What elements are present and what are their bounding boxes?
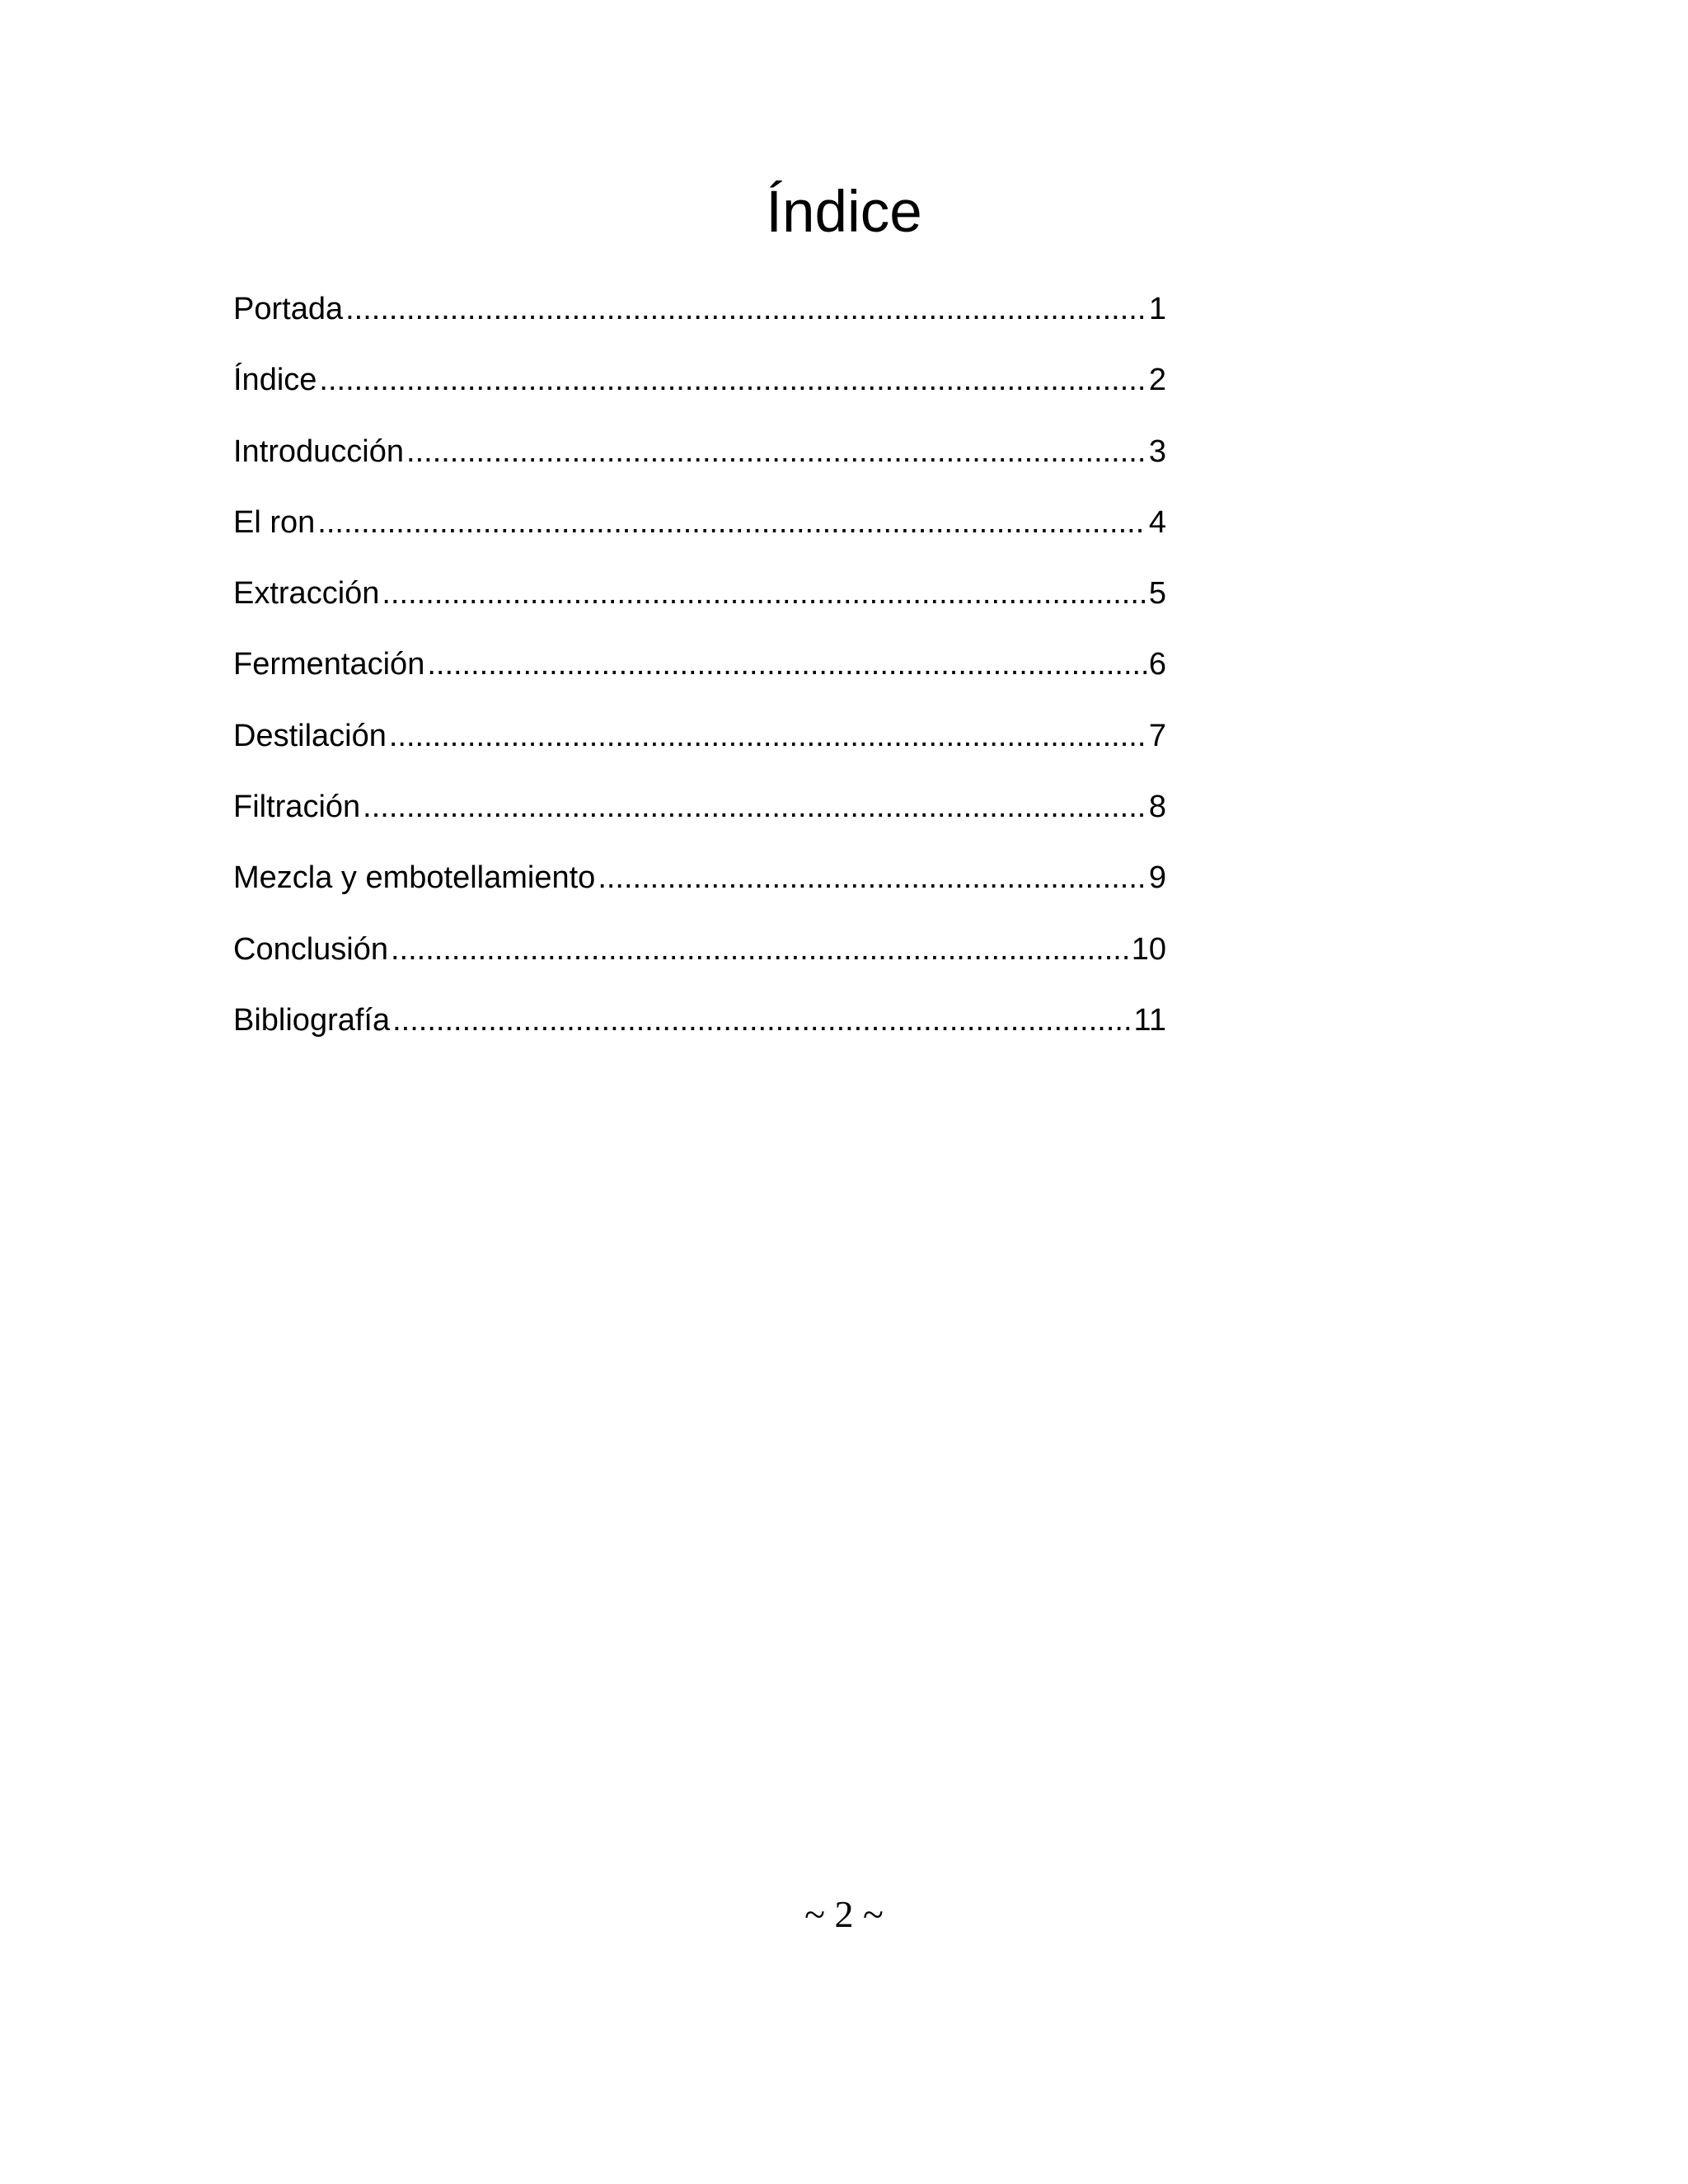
- toc-entry-label: Mezcla y embotellamiento: [233, 860, 596, 896]
- dot-leader: [317, 506, 1146, 541]
- toc-entry-page: 1: [1148, 292, 1166, 326]
- toc-entry-fermentacion: [233, 648, 1166, 719]
- dot-leader: [427, 648, 1146, 682]
- toc-entry-introduccion: [233, 435, 1166, 506]
- toc-entry-label: Extracción: [233, 576, 380, 612]
- toc-entry-filtracion: [233, 790, 1166, 861]
- toc-entry-label: Fermentación: [233, 647, 425, 682]
- dot-leader: [389, 719, 1146, 754]
- toc-entry-destilacion: [233, 719, 1166, 790]
- toc-entry-page: 6: [1148, 647, 1166, 682]
- dot-leader: [406, 435, 1146, 470]
- toc-entry-page: 4: [1148, 504, 1166, 540]
- toc-entry-mezcla: [233, 861, 1166, 932]
- page-number-footer: ~ 2 ~: [804, 1893, 884, 1935]
- toc-entry-page: 8: [1148, 790, 1166, 825]
- toc-entry-label: Portada: [233, 292, 344, 326]
- dot-leader: [319, 363, 1146, 398]
- page-title: Índice: [766, 180, 922, 245]
- dot-leader: [392, 1004, 1131, 1038]
- toc-entry-label: Bibliografía: [233, 1002, 391, 1038]
- toc-entry-label: Conclusión: [233, 931, 388, 967]
- toc-entry-page: 11: [1133, 1002, 1166, 1038]
- toc-entry-label: Filtración: [233, 790, 361, 825]
- dot-leader: [382, 577, 1146, 612]
- toc-entry-page: 7: [1148, 718, 1166, 753]
- toc-entry-page: 3: [1148, 434, 1166, 469]
- table-of-contents: [233, 293, 1166, 1075]
- dot-leader: [345, 293, 1146, 327]
- toc-entry-el-ron: [233, 506, 1166, 577]
- toc-entry-conclusion: [233, 933, 1166, 1004]
- toc-entry-label: Índice: [233, 363, 317, 398]
- toc-entry-extraccion: [233, 577, 1166, 648]
- toc-entry-label: El ron: [233, 504, 316, 540]
- toc-entry-page: 9: [1148, 860, 1166, 896]
- toc-entry-page: 2: [1148, 363, 1166, 398]
- toc-entry-label: Destilación: [233, 718, 387, 753]
- dot-leader: [598, 861, 1146, 896]
- toc-entry-portada: [233, 293, 1166, 363]
- dot-leader: [363, 790, 1146, 825]
- dot-leader: [391, 933, 1129, 968]
- toc-entry-bibliografia: [233, 1004, 1166, 1075]
- toc-entry-page: 10: [1131, 931, 1166, 967]
- toc-entry-indice: [233, 363, 1166, 434]
- toc-entry-page: 5: [1148, 576, 1166, 612]
- toc-entry-label: Introducción: [233, 434, 405, 469]
